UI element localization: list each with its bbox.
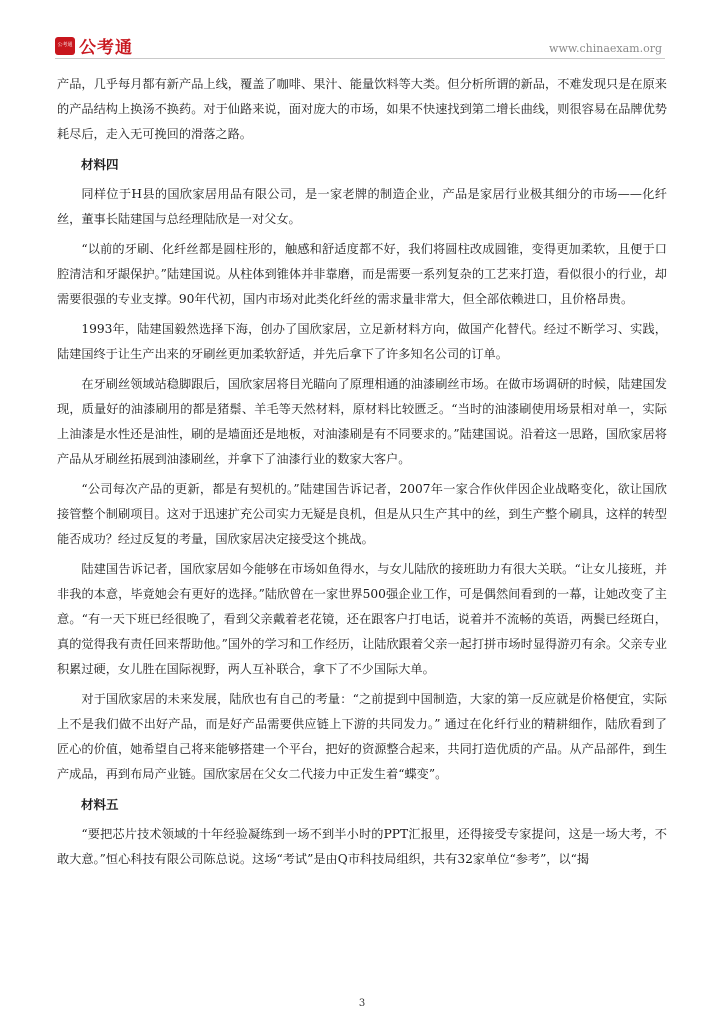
site-logo[interactable] — [55, 33, 133, 58]
paragraph: “以前的牙刷、化纤丝都是圆柱形的，触感和舒适度都不好，我们将圆柱改成圆锥，变得更加柔软，且便于口腔清洁和牙龈保护。”陆建国说。从柱体到锥体并非靠磨，而是需要一系列复杂的工艺来打造，看似很小的行业，却需要很强的专业支撑。90年代初，国内市场对此类化纤丝的需求量非常大，但全部依赖进口，且价格昂贵。 — [57, 242, 667, 306]
page-number: 3 — [358, 998, 366, 1009]
paragraph: 1993年，陆建国毅然选择下海，创办了国欣家居，立足新材料方向，做国产化替代。经过不断学习、实践，陆建国终于让生产出来的牙刷丝更加柔软舒适，并先后拿下了许多知名公司的订单。 — [57, 322, 667, 361]
logo-badge-icon: 公考通 — [55, 37, 75, 55]
section-title-material-4: 材料四 — [81, 157, 119, 172]
paragraph: 对于国欣家居的未来发展，陆欣也有自己的考量：“之前提到中国制造，大家的第一反应就是价格便宜，实际上不是我们做不出好产品，而是好产品需要供应链上下游的共同发力。” 通过在化纤行业的精耕细作，陆欣看到了匠心的价值，她希望自己将来能够搭建一个平台，把好的资源整合起来，共同打造优质的产品。从产品部件，到生产成品，再到布局产业链。国欣家居在父女二代接力中正发生着“蝶变”。 — [57, 692, 667, 781]
paragraph: 在牙刷丝领域站稳脚跟后，国欣家居将目光瞄向了原理相通的油漆刷丝市场。在做市场调研的时候，陆建国发现，质量好的油漆刷用的都是猪鬃、羊毛等天然材料，原材料比较匮乏。“当时的油漆刷使用场景相对单一，实际上油漆是水性还是油性，刷的是墙面还是地板，对油漆刷是有不同要求的。”陆建国说。沿着这一思路，国欣家居将产品从牙刷丝拓展到油漆刷丝，并拿下了油漆行业的数家大客户。 — [57, 377, 667, 466]
page-header — [0, 0, 724, 60]
paragraph: 陆建国告诉记者，国欣家居如今能够在市场如鱼得水，与女儿陆欣的接班助力有很大关联。“让女儿接班，并非我的本意，毕竟她会有更好的选择。”陆欣曾在一家世界500强企业工作，可是偶然间看到的一幕，让她改变了主意。“有一天下班已经很晚了，看到父亲戴着老花镜，还在跟客户打电话，说着并不流畅的英语，两鬓已经斑白，真的觉得我有责任回来帮助他。”国外的学习和工作经历，让陆欣跟着父亲一起打拼市场时显得游刃有余。父亲专业积累过硬，女儿胜在国际视野，两人互补联合，拿下了不少国际大单。 — [57, 562, 667, 676]
header-divider — [55, 58, 665, 59]
section-title-material-5: 材料五 — [81, 797, 119, 812]
paragraph: 同样位于H县的国欣家居用品有限公司，是一家老牌的制造企业，产品是家居行业极其细分的市场——化纤丝，董事长陆建国与总经理陆欣是一对父女。 — [57, 187, 667, 226]
site-url[interactable]: www.chinaexam.org — [549, 42, 662, 55]
paragraph: “公司每次产品的更新，都是有契机的。”陆建国告诉记者，2007年一家合作伙伴因企业战略变化，欲让国欣接管整个制刷项目。这对于迅速扩充公司实力无疑是良机，但是从只生产其中的丝，到生产整个刷具，这样的转型能否成功？经过反复的考量，国欣家居决定接受这个挑战。 — [57, 482, 667, 546]
logo-text: 公考通 — [79, 38, 133, 58]
document-body — [57, 72, 667, 877]
paragraph-continued: 产品，几乎每月都有新产品上线，覆盖了咖啡、果汁、能量饮料等大类。但分析所谓的新品，不难发现只是在原来的产品结构上换汤不换药。对于仙路来说，面对庞大的市场，如果不快速找到第二增长曲线，则很容易在品牌优势耗尽后，走入无可挽回的滑落之路。 — [57, 77, 667, 141]
paragraph: “要把芯片技术领域的十年经验凝练到一场不到半小时的PPT汇报里，还得接受专家提问，这是一场大考，不敢大意。”恒心科技有限公司陈总说。这场“考试”是由Q市科技局组织，共有32家单位“参考”，以“揭 — [57, 827, 667, 866]
